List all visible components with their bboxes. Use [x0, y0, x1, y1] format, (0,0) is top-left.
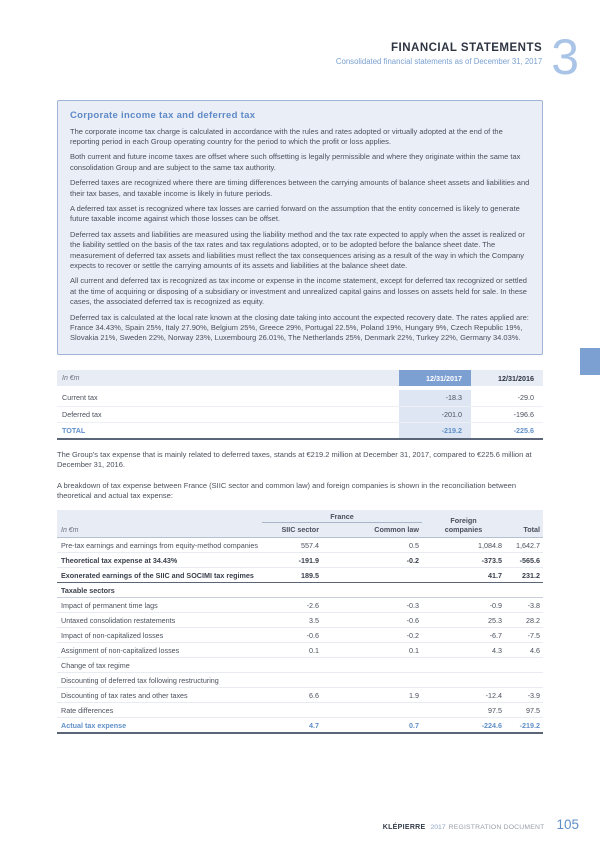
- policy-paragraph: All current and deferred tax is recognized as tax income or expense in the income statement, except for deferred tax recognized or settled at the time of acquiring or disposing of a subsidiary or investment and unrealized capital gains and losses on assets held for sale. In these cases, the associated deferred tax is recognized as equity.: [70, 276, 527, 306]
- table-row: [57, 553, 543, 568]
- table-row: [57, 643, 543, 658]
- cell-value: -0.2: [406, 630, 420, 640]
- policy-paragraph: Deferred taxes are recognized where there are timing differences between the carrying amounts of balance sheet assets and liabilities and their tax bases, and taxable income is likely in future periods.: [70, 178, 530, 198]
- section-subtitle: Consolidated financial statements as of December 31, 2017: [335, 57, 543, 66]
- row-label: Exonerated earnings of the SIIC and SOCIMI tax regimes: [61, 570, 254, 580]
- page-header: [335, 29, 579, 85]
- cell-value: -224.6: [481, 720, 503, 730]
- cell-value: -0.6: [306, 630, 319, 640]
- unit-label: In €m: [57, 370, 399, 388]
- column-header-foreign: [422, 510, 505, 538]
- column-header-total: Total: [523, 525, 541, 535]
- policy-paragraph: The corporate income tax charge is calculated in accordance with the rules and rates adopted or virtually adopted at the end of the reporting period in each Group operating country for the period to which the profit or loss applies.: [70, 126, 503, 146]
- table-group-header-row: [57, 510, 543, 523]
- table-row: [57, 688, 543, 703]
- cell-value: 41.7: [488, 570, 503, 580]
- cell-value: -0.3: [406, 600, 420, 610]
- cell-value: -6.7: [489, 630, 503, 640]
- group-header-france: France: [262, 510, 422, 523]
- table-row: [57, 598, 543, 613]
- table-row: [57, 388, 543, 406]
- policy-box-title: Corporate income tax and deferred tax: [70, 110, 256, 121]
- table-row-total: [57, 718, 543, 734]
- cell-value: [505, 658, 543, 673]
- cell-value: [505, 583, 543, 598]
- cell-value: [262, 583, 322, 598]
- table-row: [57, 406, 543, 422]
- cell-value: 189.5: [301, 570, 319, 580]
- row-label: Discounting of tax rates and other taxes: [61, 690, 188, 700]
- table-row: [57, 613, 543, 628]
- cell-value: 97.5: [526, 705, 541, 715]
- row-label: Rate differences: [61, 705, 114, 715]
- cell-value: [322, 568, 422, 583]
- row-label: Change of tax regime: [61, 660, 130, 670]
- cell-value: -12.4: [485, 690, 503, 700]
- cell-value: 97.5: [488, 705, 503, 715]
- policy-paragraph: Deferred tax is calculated at the local rate known at the closing date taking into account the expected recovery date. The rates applied are: France 34.43%, Spain 25%, Italy 27.90%, Belgium 25%, Greece 29%, Portugal 22.5%, Poland 19%, Hungary 9%, Czech Republic 19%, Slovakia 21%, Sweden 22%, Norway 23%, Luxembourg 26.01%, The Netherlands 25%, Denmark 22%, Turkey 22%, Germany 34.03%.: [70, 312, 529, 342]
- table-section-row: [57, 583, 543, 598]
- cell-value: 557.4: [301, 540, 319, 550]
- cell-value: -196.6: [513, 409, 534, 419]
- section-label: Taxable sectors: [61, 585, 115, 595]
- cell-value: -3.9: [527, 690, 541, 700]
- cell-value: [262, 658, 322, 673]
- cell-value: -201.0: [399, 406, 471, 422]
- cell-value: 0.5: [409, 540, 420, 550]
- table-row: [57, 628, 543, 643]
- table-row: [57, 658, 543, 673]
- cell-value: [322, 703, 422, 718]
- chapter-side-tab: [580, 348, 600, 375]
- cell-value: [422, 673, 505, 688]
- cell-value: 231.2: [522, 570, 541, 580]
- column-header-2016: 12/31/2016: [471, 370, 543, 388]
- row-label: Impact of permanent time lags: [61, 600, 158, 610]
- footer-year: 2017: [430, 824, 446, 831]
- cell-value: -2.6: [306, 600, 319, 610]
- column-header-common-law: Common law: [374, 525, 420, 535]
- cell-value: 25.3: [488, 615, 503, 625]
- table-row: [57, 568, 543, 583]
- chapter-number: 3: [551, 29, 579, 85]
- table-row-total: [57, 422, 543, 439]
- cell-value: -0.6: [406, 615, 420, 625]
- cell-value: -29.0: [517, 393, 534, 403]
- cell-value: [505, 673, 543, 688]
- row-label: Assignment of non-capitalized losses: [61, 645, 180, 655]
- column-header-siic: SIIC sector: [281, 525, 319, 535]
- cell-value: 6.6: [309, 690, 319, 700]
- row-label: Untaxed consolidation restatements: [61, 615, 176, 625]
- cell-value: 1,642.7: [516, 540, 541, 550]
- section-title: FINANCIAL STATEMENTS: [390, 42, 543, 54]
- cell-value: 3.5: [309, 615, 319, 625]
- tax-summary-table: [57, 370, 543, 440]
- tax-breakdown-table: [57, 510, 543, 734]
- body-paragraph: The Group's tax expense that is mainly related to deferred taxes, stands at €219.2 million at December 31, 2017, compared to €225.6 million at December 31, 2016.: [57, 450, 532, 470]
- cell-value: [322, 673, 422, 688]
- column-header-2017: 12/31/2017: [399, 370, 471, 388]
- cell-value: 1,084.8: [478, 540, 503, 550]
- row-label: Discounting of deferred tax following restructuring: [61, 675, 219, 685]
- accounting-policy-box: [57, 100, 543, 355]
- brand-name: KLÉPIERRE: [382, 824, 426, 831]
- policy-paragraph: Both current and future income taxes are offset where such offsetting is legally permissible and where they originate within the same tax consolidation Group and are subject to the same tax authority.: [70, 152, 521, 172]
- cell-value: -18.3: [399, 388, 471, 406]
- cell-value: -3.8: [527, 600, 541, 610]
- table-row: [57, 538, 543, 553]
- cell-value: 4.6: [530, 645, 541, 655]
- cell-value: [422, 658, 505, 673]
- cell-value: 0.1: [409, 645, 420, 655]
- policy-paragraph: Deferred tax assets and liabilities are measured using the liability method and the tax rate expected to apply when the asset is realized or the liability settled on the basis of the tax rates and tax regulations adopted, or to be adopted before the balance sheet date. The measurement of deferred tax assets and liabilities must reflect the tax consequences arising as a result of the way in which the Company expects to recover or settle the carrying amounts of its assets and liabilities at the balance sheet date.: [70, 230, 525, 270]
- row-label: Impact of non-capitalized losses: [61, 630, 164, 640]
- table-row: [57, 673, 543, 688]
- cell-value: 4.7: [309, 720, 319, 730]
- cell-value: 4.3: [492, 645, 503, 655]
- unit-label: In €m: [61, 527, 79, 535]
- page-number: 105: [556, 817, 579, 832]
- cell-value: -0.2: [406, 555, 420, 565]
- row-label: Actual tax expense: [61, 720, 127, 730]
- cell-value: 0.7: [409, 720, 420, 730]
- table-header-row: [57, 370, 543, 388]
- header-titles: [336, 34, 542, 66]
- cell-value: -373.5: [481, 555, 503, 565]
- cell-value: [322, 658, 422, 673]
- row-label: Theoretical tax expense at 34.43%: [61, 555, 178, 565]
- row-label: Deferred tax: [62, 409, 102, 419]
- page-content: [57, 100, 543, 734]
- cell-value: -0.9: [489, 600, 503, 610]
- cell-value: 28.2: [526, 615, 541, 625]
- row-label: Current tax: [62, 393, 98, 403]
- cell-value: -7.5: [527, 630, 541, 640]
- body-paragraph: A breakdown of tax expense between France (SIIC sector and common law) and foreign companies is shown in the reconciliation between theoretical and actual tax expense:: [57, 480, 517, 500]
- page-footer: [383, 817, 579, 832]
- row-label: Pre-tax earnings and earnings from equity-method companies: [61, 540, 258, 550]
- column-header-foreign-label: Foreign companies: [444, 516, 483, 535]
- cell-value: [422, 583, 505, 598]
- cell-value: -219.2: [399, 422, 471, 439]
- footer-doc-label: REGISTRATION DOCUMENT: [448, 824, 545, 831]
- cell-value: [322, 583, 422, 598]
- cell-value: -219.2: [519, 720, 541, 730]
- table-row: [57, 703, 543, 718]
- policy-paragraph: A deferred tax asset is recognized where tax losses are carried forward on the assumption that the entity concerned is likely to generate future taxable income against which those losses can be offset.: [70, 204, 520, 224]
- cell-value: 1.9: [409, 690, 420, 700]
- cell-value: -565.6: [519, 555, 541, 565]
- row-label: TOTAL: [62, 426, 86, 436]
- cell-value: [262, 673, 322, 688]
- cell-value: [262, 703, 322, 718]
- cell-value: 0.1: [309, 645, 319, 655]
- cell-value: -225.6: [513, 426, 534, 436]
- cell-value: -191.9: [298, 555, 319, 565]
